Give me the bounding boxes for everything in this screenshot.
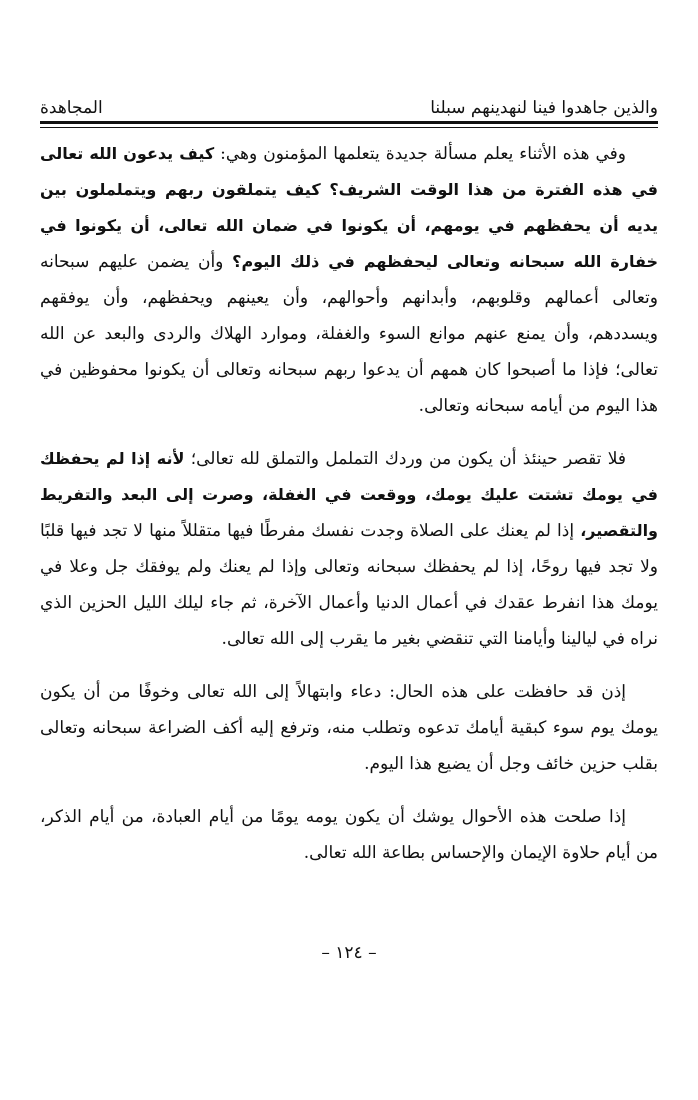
- paragraph-3: [40, 674, 658, 782]
- paragraph-bold-text: كيف يدعون الله تعالى في هذه الفترة من هذا الوقت الشريف؟ كيف يتملقون ربهم ويتململون بين يديه أن يحفظهم في يومهم، أن يكونوا في ضمان الله تعالى، أن يكونوا في خفارة الله سبحانه وتعالى ليحفظهم في ذلك اليوم؟: [40, 144, 658, 271]
- paragraph-text: إذا صلحت هذه الأحوال يوشك أن يكون يومه يومًا من أيام العبادة، من أيام الذكر، من أيام حلاوة الإيمان والإحساس بطاعة الله تعالى.: [40, 807, 658, 863]
- paragraph-1: [40, 136, 658, 424]
- chapter-title: المجاهدة: [40, 98, 103, 118]
- header-rule: [40, 121, 658, 124]
- paragraph-text: فلا تقصر حينئذ أن يكون من وردك التململ والتملق لله تعالى؛: [184, 449, 626, 469]
- paragraph-4: [40, 799, 658, 871]
- page-body: [40, 136, 658, 888]
- page-number: – ١٢٤ –: [321, 943, 377, 963]
- page-header: [40, 84, 658, 118]
- paragraph-text: وأن يضمن عليهم سبحانه وتعالى أعمالهم وقلوبهم، وأبدانهم وأحوالهم، وأن يعينهم ويحفظهم، وأن يوفقهم ويسددهم، وأن يمنع عنهم موانع السوء والغفلة، وموارد الهلاك والردى والبعد عن الله تعالى؛ فإذا ما أصبحوا كان همهم أن يدعوا ربهم سبحانه وتعالى أن يكونوا محفوظين في هذا اليوم من أيامه سبحانه وتعالى.: [40, 252, 658, 416]
- paragraph-text: إذن قد حافظت على هذه الحال: دعاء وابتهالاً إلى الله تعالى وخوفًا من أن يكون يومك يوم سوء كبقية أيامك تدعوه وتطلب منه، وترفع إليه أكف الضراعة سبحانه وتعالى بقلب حزين خائف وجل أن يضيع هذا اليوم.: [40, 682, 658, 774]
- paragraph-bold-text: لأنه إذا لم يحفظك في يومك تشتت عليك يومك، ووقعت في الغفلة، وصرت إلى البعد والتفريط والتقصير،: [40, 449, 658, 540]
- paragraph-text: إذا لم يعنك على الصلاة وجدت نفسك مفرطًا فيها متقللاً منها لا تجد فيها قلبًا ولا تجد فيها روحًا، إذا لم يحفظك سبحانه وتعالى وإذا لم يعنك ولم يوفقك جل وعلا في يومك هذا انفرط عقدك في أعمال الدنيا وأعمال الآخرة، ثم جاء ليلك الليل الحزين الذي نراه في ليالينا وأيامنا التي تنقضي بغير ما يقرب إلى الله تعالى.: [40, 521, 658, 649]
- paragraph-2: [40, 441, 658, 657]
- paragraph-text: وفي هذه الأثناء يعلم مسألة جديدة يتعلمها المؤمنون وهي:: [214, 144, 626, 164]
- book-title: والذين جاهدوا فينا لنهدينهم سبلنا: [430, 98, 658, 118]
